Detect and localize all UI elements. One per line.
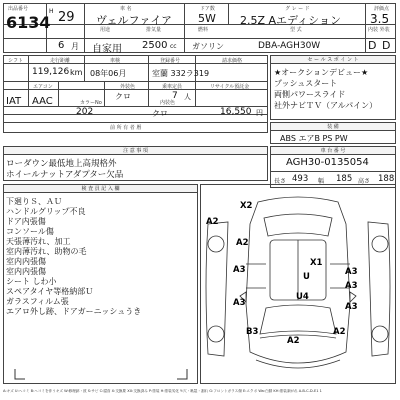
- displacement-unit: cc: [170, 43, 177, 50]
- shift: IAT: [6, 96, 22, 107]
- capacity: 7: [172, 91, 178, 101]
- registration: 室蘭 332ラ319: [152, 69, 210, 78]
- header-divider: [228, 3, 229, 24]
- inspector-note: ドア内張傷: [6, 217, 46, 226]
- interior-color: クロ: [152, 109, 168, 118]
- history-label: 前 所 有 者 暦: [110, 125, 142, 131]
- corner-bracket-icon: [176, 368, 188, 380]
- car-name-label: 車 名: [120, 6, 132, 12]
- inspector-note: ガラスフィルム張: [6, 297, 69, 306]
- inspection-label: 車検: [110, 58, 121, 64]
- ac: AAC: [32, 96, 53, 107]
- registration-label: 登録番号: [160, 58, 181, 64]
- damage-code: U: [303, 272, 310, 282]
- tax-unit: 円: [256, 109, 263, 117]
- damage-code: A3: [345, 302, 358, 312]
- inspector-notes-header: 検 査 員 記 入 欄: [4, 185, 197, 193]
- interior-color-label: 内装色: [160, 100, 176, 106]
- notes-line: ホイールナットアダプター欠品: [6, 170, 124, 180]
- inspector-note: 室内薄汚れ、助物の毛: [6, 247, 87, 256]
- chassis-number: AGH30-0135054: [286, 157, 369, 168]
- inspector-note: 室内内張傷: [6, 267, 46, 276]
- model-label: 型 式: [290, 27, 302, 33]
- damage-code: A3: [345, 267, 358, 277]
- equipment-header: 装 備: [271, 123, 395, 131]
- sales-point-header: セ ー ル ス ポ イ ン ト: [271, 56, 395, 64]
- damage-code: A2: [236, 238, 249, 248]
- month: 6: [58, 40, 65, 51]
- length: 493: [292, 174, 309, 184]
- tax: 16,550: [220, 107, 252, 117]
- spec-divider: [58, 81, 59, 106]
- spec-divider: [3, 122, 268, 123]
- spec-divider: [195, 55, 196, 106]
- inspector-note: スペアタイヤ等格納部Ｕ: [6, 287, 94, 296]
- fuel: ガソリン: [192, 42, 224, 51]
- displacement-label: 排気量: [146, 27, 162, 33]
- model: DBA-AGH30W: [258, 41, 321, 51]
- damage-code: A3: [233, 298, 246, 308]
- exterior-grade: D: [382, 39, 391, 52]
- doors: 5W: [198, 12, 216, 25]
- chassis-divider: [270, 171, 396, 172]
- lot-number-label: 出品番号: [8, 6, 29, 12]
- spec-divider: [3, 81, 268, 82]
- damage-code: X1: [310, 258, 323, 268]
- score: 3.5: [370, 12, 390, 26]
- damage-legend: A:キズ U:ヘコミ B:ヘコミを伴うキズ W:修理跡・波 S:サビ C:腐食 X:交換要 XX:交換済み P:塗装 H:塗装劣化 Y:穴・亀裂・割れ G:フロントガラス傷 E:エクボ Wa:白錆 KH:塗装剥がれ A-B-C-D-E1 1: [3, 389, 322, 393]
- width: 185: [336, 174, 353, 184]
- damage-code: A3: [345, 281, 358, 291]
- notes-header: 注 意 事 項: [4, 147, 267, 155]
- height: 188: [378, 174, 395, 184]
- interior-grade: D: [368, 39, 377, 52]
- grade: 2.5Z Aエディション: [240, 14, 341, 27]
- color-no: 202: [76, 107, 94, 117]
- capacity-unit: 人: [184, 93, 191, 101]
- displacement: 2500: [142, 40, 168, 51]
- sales-point-item: 両側パワースライド: [274, 90, 346, 99]
- inspector-note: 天張薄汚れ、加工: [6, 237, 71, 246]
- tax-label: リサイクル預託金: [210, 84, 250, 90]
- spec-divider: [84, 55, 85, 81]
- exterior-color-label: 外装色: [120, 84, 136, 90]
- header-divider: [365, 3, 366, 53]
- inspector-note: エアロ外し跡、ドアガーニッシュうき: [6, 307, 142, 316]
- fuel-label: 燃料: [198, 27, 209, 33]
- header-divider: [184, 3, 185, 53]
- damage-code: A2: [333, 327, 346, 337]
- damage-code: U4: [296, 292, 309, 302]
- score-label: 評価点: [374, 6, 390, 12]
- month-suffix: 月: [71, 42, 79, 51]
- equipment-value: ABS エアB PS PW: [280, 134, 348, 143]
- damage-code: X2: [240, 201, 253, 211]
- lot-number: 6134: [6, 13, 51, 32]
- damage-code: A3: [233, 265, 246, 275]
- car-name: ヴェルファイア: [96, 14, 173, 27]
- year: 29: [58, 10, 75, 25]
- shift-label: シフト: [8, 58, 24, 64]
- other-label: 請求価格: [222, 58, 243, 64]
- interior-exterior-label: 内装 外装: [368, 27, 390, 33]
- damage-code: A2: [287, 336, 300, 346]
- header-divider: [84, 3, 85, 53]
- ac-label: エアコン: [33, 84, 53, 90]
- corner-bracket-icon: [14, 368, 26, 380]
- usage: 自家用: [92, 44, 122, 55]
- damage-code: B3: [246, 327, 259, 337]
- sales-point-item: ★オークションデビュー★: [274, 68, 369, 77]
- length-label: 長さ: [274, 178, 287, 185]
- sales-point-item: プッシュスタート: [274, 79, 338, 88]
- capacity-label: 乗車定員: [162, 84, 183, 90]
- usage-label: 用途: [100, 27, 111, 33]
- chassis-header: 車 台 番 号: [271, 147, 395, 155]
- damage-code: A2: [206, 217, 219, 227]
- mileage-unit: km: [70, 68, 83, 77]
- inspector-note: 室内内張傷: [6, 257, 46, 266]
- exterior-color: クロ: [115, 92, 131, 101]
- doors-label: ドア数: [200, 6, 215, 12]
- era-label: H: [49, 8, 54, 15]
- notes-line: ローダウン最低地上高規格外: [6, 159, 117, 169]
- mileage-label: 走行距離: [50, 58, 71, 64]
- color-no-label: カラーNo: [80, 100, 102, 106]
- height-label: 高さ: [358, 178, 371, 185]
- mileage: 119,126: [32, 67, 70, 77]
- spec-divider: [28, 55, 29, 106]
- inspector-note: コンソール傷: [6, 227, 54, 236]
- inspector-note: 下廻りＳ、ＡＵ: [6, 197, 62, 206]
- grade-label: グ レ ー ド: [285, 6, 310, 12]
- inspector-note: シート しわ小: [6, 277, 57, 286]
- car-diagram: [200, 184, 396, 384]
- inspector-note: ハンドルグリップ不良: [6, 207, 86, 216]
- inspection: 08年06月: [90, 69, 127, 78]
- spec-divider: [104, 81, 105, 106]
- width-label: 幅: [318, 178, 325, 185]
- spec-divider: [148, 55, 149, 106]
- header-divider: [3, 38, 396, 39]
- sales-point-item: 社外ナビＴＶ（アルパイン）: [274, 101, 378, 110]
